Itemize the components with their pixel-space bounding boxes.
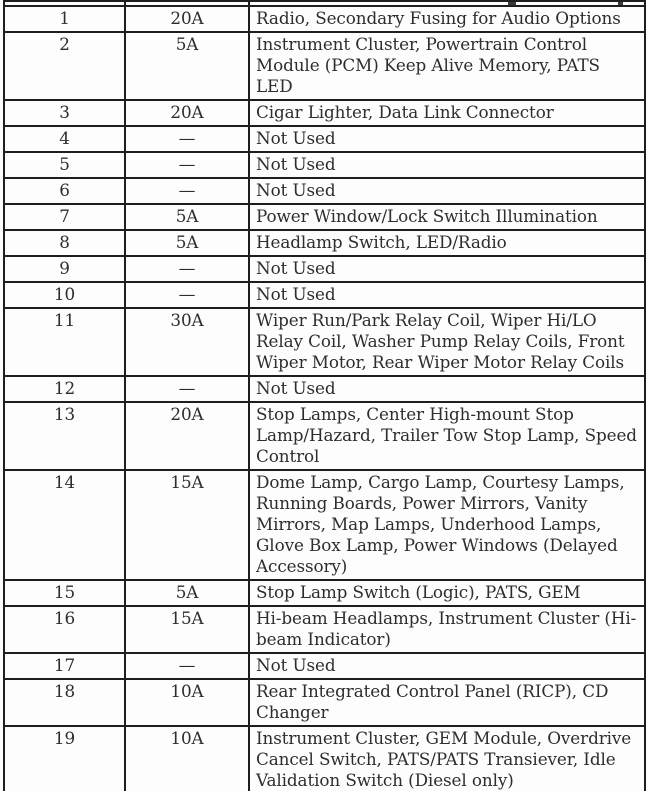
amp-rating: 20A xyxy=(125,100,249,126)
fuse-number: 19 xyxy=(4,726,125,791)
circuit-description: Not Used xyxy=(249,256,645,282)
circuit-description: Instrument Cluster, GEM Module, Overdrive Cancel Switch, PATS/PATS Transiever, Idle Validation Switch (Diesel only) xyxy=(249,726,645,791)
fuse-number: 17 xyxy=(4,653,125,679)
fuse-number: 9 xyxy=(4,256,125,282)
table-row xyxy=(4,230,645,256)
amp-rating: 30A xyxy=(125,308,249,376)
amp-rating: — xyxy=(125,152,249,178)
table-row xyxy=(4,470,645,580)
amp-rating: 10A xyxy=(125,726,249,791)
circuit-description: Radio, Secondary Fusing for Audio Options xyxy=(249,6,645,32)
amp-rating: — xyxy=(125,256,249,282)
table-row xyxy=(4,376,645,402)
amp-rating: 5A xyxy=(125,204,249,230)
fuse-number: 12 xyxy=(4,376,125,402)
fuse-number: 5 xyxy=(4,152,125,178)
fuse-number: 3 xyxy=(4,100,125,126)
circuit-description: Stop Lamp Switch (Logic), PATS, GEM xyxy=(249,580,645,606)
fuse-number: 8 xyxy=(4,230,125,256)
amp-rating: 15A xyxy=(125,470,249,580)
circuit-description: Cigar Lighter, Data Link Connector xyxy=(249,100,645,126)
fuse-number: 16 xyxy=(4,606,125,653)
table-row xyxy=(4,6,645,32)
table-row xyxy=(4,308,645,376)
circuit-description: Not Used xyxy=(249,653,645,679)
fuse-table-body xyxy=(4,1,645,791)
fuse-table xyxy=(3,0,646,791)
fuse-number: 4 xyxy=(4,126,125,152)
fuse-number: 11 xyxy=(4,308,125,376)
table-row xyxy=(4,726,645,791)
table-row xyxy=(4,256,645,282)
table-row xyxy=(4,653,645,679)
amp-rating: 20A xyxy=(125,6,249,32)
amp-rating: — xyxy=(125,376,249,402)
fuse-number: 18 xyxy=(4,679,125,726)
amp-rating: 5A xyxy=(125,32,249,100)
amp-rating: 10A xyxy=(125,679,249,726)
amp-rating: — xyxy=(125,178,249,204)
clipped-text-fragment xyxy=(508,2,516,5)
fuse-number: 13 xyxy=(4,402,125,470)
circuit-description: Wiper Run/Park Relay Coil, Wiper Hi/LO Relay Coil, Washer Pump Relay Coils, Front Wiper Motor, Rear Wiper Motor Relay Coils xyxy=(249,308,645,376)
circuit-description: Dome Lamp, Cargo Lamp, Courtesy Lamps, Running Boards, Power Mirrors, Vanity Mirrors, Map Lamps, Underhood Lamps, Glove Box Lamp, Power Windows (Delayed Accessory) xyxy=(249,470,645,580)
fuse-number: 10 xyxy=(4,282,125,308)
amp-rating: 5A xyxy=(125,230,249,256)
fuse-number: 2 xyxy=(4,32,125,100)
fuse-number: 1 xyxy=(4,6,125,32)
table-row xyxy=(4,282,645,308)
circuit-description: Power Window/Lock Switch Illumination xyxy=(249,204,645,230)
amp-rating: 15A xyxy=(125,606,249,653)
amp-rating: — xyxy=(125,126,249,152)
clipped-text-fragment xyxy=(618,2,623,5)
amp-rating: — xyxy=(125,282,249,308)
table-row xyxy=(4,126,645,152)
table-row xyxy=(4,580,645,606)
table-row xyxy=(4,152,645,178)
table-row xyxy=(4,178,645,204)
circuit-description: Hi-beam Headlamps, Instrument Cluster (Hi-beam Indicator) xyxy=(249,606,645,653)
circuit-description: Headlamp Switch, LED/Radio xyxy=(249,230,645,256)
circuit-description: Not Used xyxy=(249,126,645,152)
circuit-description: Stop Lamps, Center High-mount Stop Lamp/Hazard, Trailer Tow Stop Lamp, Speed Control xyxy=(249,402,645,470)
circuit-description: Not Used xyxy=(249,376,645,402)
table-row xyxy=(4,679,645,726)
circuit-description: Instrument Cluster, Powertrain Control Module (PCM) Keep Alive Memory, PATS LED xyxy=(249,32,645,100)
circuit-description: Not Used xyxy=(249,152,645,178)
amp-rating: 20A xyxy=(125,402,249,470)
amp-rating: 5A xyxy=(125,580,249,606)
circuit-description: Not Used xyxy=(249,178,645,204)
fuse-number: 7 xyxy=(4,204,125,230)
fuse-number: 14 xyxy=(4,470,125,580)
amp-rating: — xyxy=(125,653,249,679)
circuit-description: Not Used xyxy=(249,282,645,308)
fuse-number: 6 xyxy=(4,178,125,204)
table-row xyxy=(4,606,645,653)
fuse-number: 15 xyxy=(4,580,125,606)
table-row xyxy=(4,100,645,126)
table-row xyxy=(4,32,645,100)
table-row xyxy=(4,204,645,230)
circuit-description: Rear Integrated Control Panel (RICP), CD Changer xyxy=(249,679,645,726)
table-row xyxy=(4,402,645,470)
